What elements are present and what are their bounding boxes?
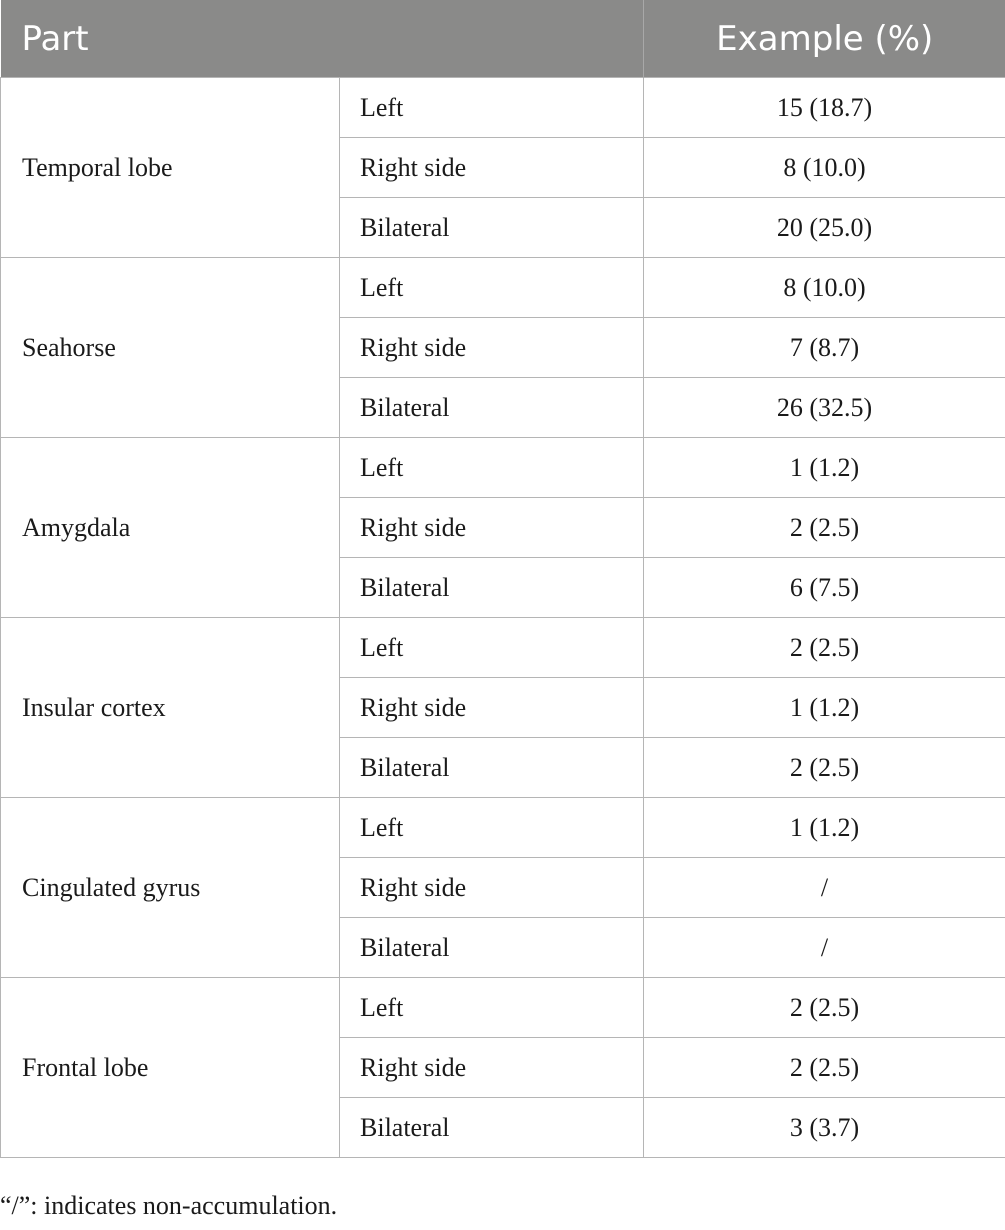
value-cell: 2 (2.5) — [644, 978, 1005, 1038]
part-cell: Temporal lobe — [1, 78, 340, 258]
table-row — [1, 78, 1005, 138]
table-header — [1, 0, 1005, 78]
side-cell: Right side — [340, 138, 644, 198]
value-cell: 3 (3.7) — [644, 1098, 1005, 1158]
side-cell: Right side — [340, 498, 644, 558]
header-part: Part — [1, 0, 644, 78]
value-cell: 1 (1.2) — [644, 798, 1005, 858]
value-cell: 2 (2.5) — [644, 618, 1005, 678]
value-cell: 6 (7.5) — [644, 558, 1005, 618]
side-cell: Left — [340, 618, 644, 678]
side-cell: Bilateral — [340, 378, 644, 438]
value-cell: 8 (10.0) — [644, 258, 1005, 318]
side-cell: Left — [340, 438, 644, 498]
table-row — [1, 978, 1005, 1038]
table-row — [1, 258, 1005, 318]
part-cell: Seahorse — [1, 258, 340, 438]
header-example: Example (%) — [644, 0, 1005, 78]
part-cell: Amygdala — [1, 438, 340, 618]
table-row — [1, 618, 1005, 678]
table-footnote: “/”: indicates non-accumulation. — [0, 1191, 338, 1220]
value-cell: 2 (2.5) — [644, 1038, 1005, 1098]
value-cell: 1 (1.2) — [644, 678, 1005, 738]
side-cell: Right side — [340, 858, 644, 918]
side-cell: Bilateral — [340, 198, 644, 258]
value-cell: 2 (2.5) — [644, 738, 1005, 798]
value-cell: / — [644, 918, 1005, 978]
side-cell: Bilateral — [340, 558, 644, 618]
side-cell: Left — [340, 978, 644, 1038]
header-row — [1, 0, 1005, 78]
value-cell: 15 (18.7) — [644, 78, 1005, 138]
part-cell: Cingulated gyrus — [1, 798, 340, 978]
value-cell: 8 (10.0) — [644, 138, 1005, 198]
side-cell: Left — [340, 258, 644, 318]
table-row — [1, 438, 1005, 498]
side-cell: Bilateral — [340, 918, 644, 978]
side-cell: Bilateral — [340, 738, 644, 798]
value-cell: 26 (32.5) — [644, 378, 1005, 438]
value-cell: 2 (2.5) — [644, 498, 1005, 558]
table-row — [1, 798, 1005, 858]
side-cell: Right side — [340, 678, 644, 738]
side-cell: Left — [340, 78, 644, 138]
side-cell: Right side — [340, 1038, 644, 1098]
side-cell: Left — [340, 798, 644, 858]
value-cell: 7 (8.7) — [644, 318, 1005, 378]
value-cell: 1 (1.2) — [644, 438, 1005, 498]
table-body — [1, 78, 1005, 1158]
part-cell: Frontal lobe — [1, 978, 340, 1158]
part-cell: Insular cortex — [1, 618, 340, 798]
side-cell: Bilateral — [340, 1098, 644, 1158]
side-cell: Right side — [340, 318, 644, 378]
value-cell: 20 (25.0) — [644, 198, 1005, 258]
value-cell: / — [644, 858, 1005, 918]
